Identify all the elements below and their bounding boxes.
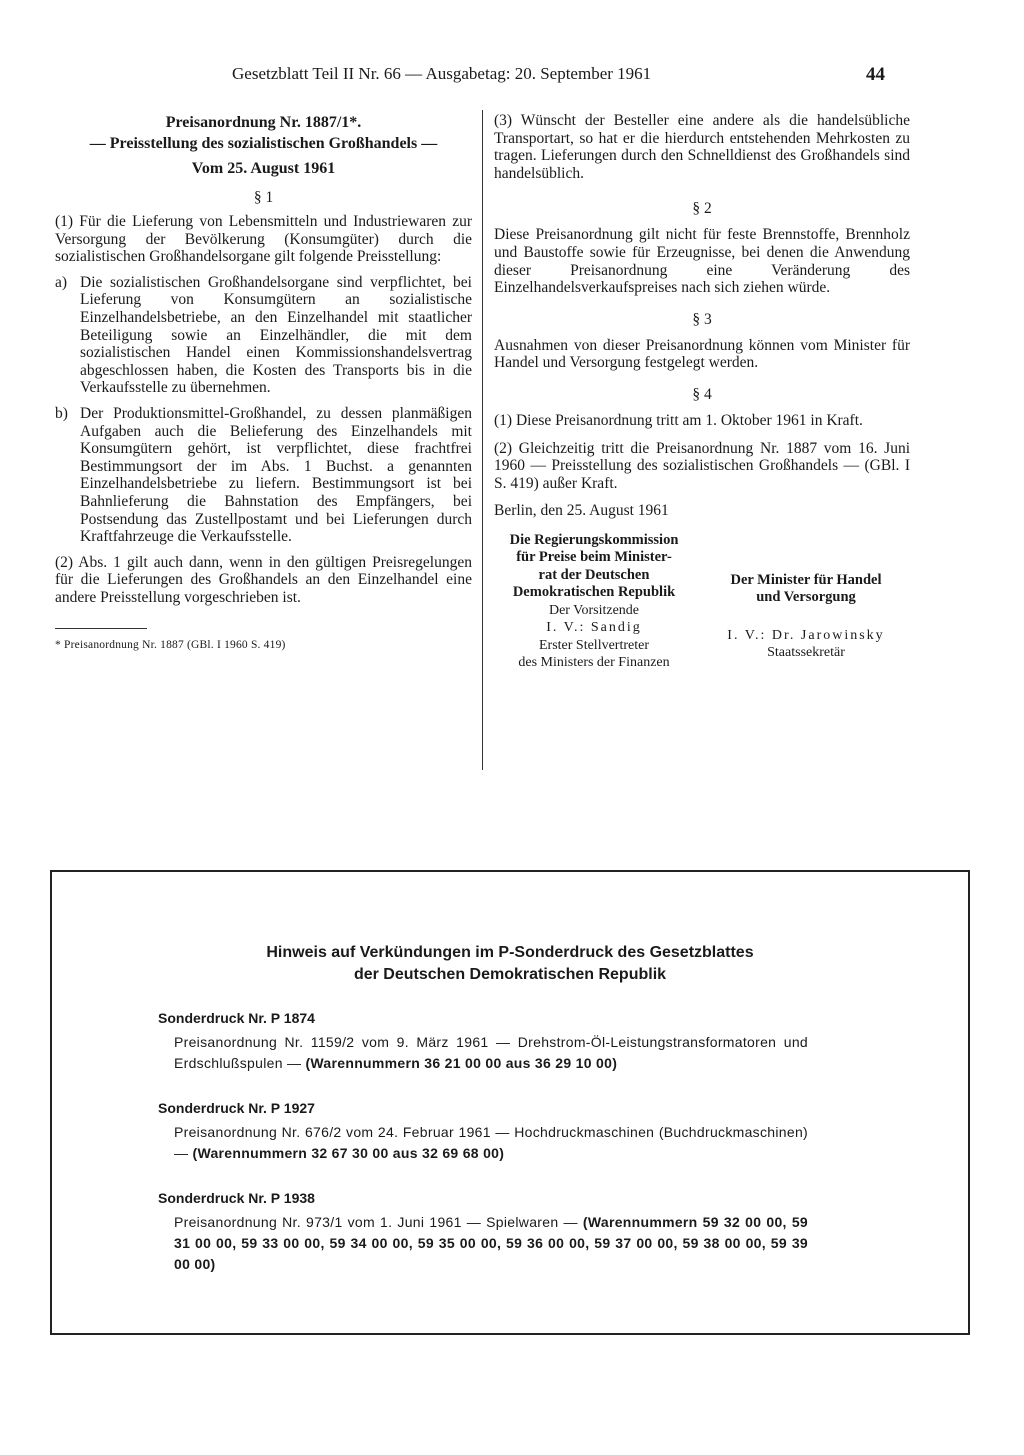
notice-entry-head: Sonderdruck Nr. P 1874	[158, 1010, 315, 1026]
section-4-paragraph-2: (2) Gleichzeitig tritt die Preisanordnung Nr. 1887 vom 16. Juni 1960 — Preisstellung des sozialistischen Großhandels — (GBl. I S. 419) außer Kraft.	[494, 439, 910, 492]
notice-title-line-2: der Deutschen Demokratischen Republik	[353, 966, 667, 983]
ordinance-subheading: — Preisstellung des sozialistischen Großhandels —	[89, 135, 438, 152]
signature-block	[494, 532, 910, 682]
footnote-divider	[55, 628, 147, 629]
minister-signatory: I. V.: Dr. Jarowinsky	[727, 627, 885, 643]
notice-entry-text: Preisanordnung Nr. 973/1 vom 1. Juni 1961 — Spielwaren —	[174, 1214, 578, 1230]
commission-name-line-2: für Preise beim Minister-	[516, 549, 672, 566]
notice-title	[52, 942, 968, 986]
right-column	[494, 112, 910, 682]
list-item-b	[55, 405, 472, 546]
place-date: Berlin, den 25. August 1961	[494, 502, 669, 520]
notice-entry-text: Preisanordnung Nr. 1159/2 vom 9. März 1961 — Drehstrom-Öl-Leistungstransformatoren und Erdschlußspulen —	[174, 1034, 808, 1071]
notice-entry-head: Sonderdruck Nr. P 1938	[158, 1190, 315, 1206]
section-1-paragraph-2: (2) Abs. 1 gilt auch dann, wenn in den gültigen Preisregelungen für die Lieferungen des Großhandels an den Einzelhandel eine andere Preisstellung vorgeschrieben ist.	[55, 553, 472, 606]
notice-entry-warennummern: (Warennummern 59 32 00 00, 59 31 00 00, 59 33 00 00, 59 34 00 00, 59 35 00 00, 59 36 00 00, 59 37 00 00, 59 38 00 00, 59 39 00 00)	[174, 1214, 808, 1272]
signature-right	[702, 572, 910, 662]
ordinance-date: Vom 25. August 1961	[191, 160, 336, 177]
list-text-b: Der Produktionsmittel-Großhandel, zu dessen planmäßigen Aufgaben auch die Belieferung des Einzelhandels mit Konsumgütern gehört, ist verpflichtet, diese frachtfrei Bestimmungsort der im Abs. 1 Buchst. a genannten Einzelhandelsbetriebe zu liefern. Bestimmungsort ist bei Bahnlieferung die Bahnstation des Empfängers, bei Postsendung das Zustellpostamt und bei Lieferungen durch Kraftfahrzeuge die Verkaufsstelle.	[80, 404, 472, 546]
section-1-heading: § 1	[253, 189, 274, 206]
notice-entry-body	[174, 1032, 808, 1074]
minister-title-line-1: Der Minister für Handel	[730, 571, 882, 588]
notice-entry-head: Sonderdruck Nr. P 1927	[158, 1100, 315, 1116]
notice-entry-warennummern: (Warennummern 32 67 30 00 aus 32 69 68 00)	[192, 1145, 505, 1161]
section-3-text: Ausnahmen von dieser Preisanordnung können vom Minister für Handel und Versorgung festgelegt werden.	[494, 336, 910, 372]
list-label-b: b)	[55, 404, 68, 422]
list-label-a: a)	[55, 273, 68, 291]
notice-title-line-1: Hinweis auf Verkündungen im P-Sonderdruck des Gesetzblattes	[266, 944, 754, 961]
section-4-heading: § 4	[692, 385, 712, 403]
column-divider	[482, 110, 483, 770]
page-number: 44	[866, 64, 885, 85]
commission-signatory: I. V.: Sandig	[546, 620, 642, 636]
page-header	[0, 64, 1024, 88]
notice-entry	[158, 1190, 808, 1275]
commission-name-line-3: rat der Deutschen	[538, 566, 650, 583]
footnote: * Preisanordnung Nr. 1887 (GBl. I 1960 S. 419)	[55, 639, 286, 652]
commission-name-line-1: Die Regierungskommission	[509, 531, 679, 548]
section-1-paragraph-3: (3) Wünscht der Besteller eine andere als die handelsübliche Transportart, so hat er die hierdurch entstehenden Mehrkosten zu tragen. Lieferungen durch den Schnelldienst des Großhandels sind handelsüblich.	[494, 112, 910, 182]
notice-entry-warennummern: (Warennummern 36 21 00 00 aus 36 29 10 00)	[305, 1055, 618, 1071]
commission-signatory-title-2: des Ministers der Finanzen	[518, 655, 670, 671]
section-2-heading: § 2	[692, 200, 712, 218]
minister-title-line-2: und Versorgung	[756, 589, 856, 606]
commission-name-line-4: Demokratischen Republik	[512, 584, 676, 601]
notice-box	[50, 870, 970, 1335]
gazette-title: Gesetzblatt Teil II Nr. 66 — Ausgabetag: 20. September 1961	[232, 64, 652, 83]
notice-entry-body	[174, 1212, 808, 1275]
notice-entry	[158, 1010, 808, 1074]
signature-left	[494, 532, 694, 672]
left-column	[55, 112, 472, 651]
minister-signatory-title: Staatssekretär	[767, 645, 845, 661]
ordinance-heading: Preisanordnung Nr. 1887/1*.	[165, 114, 362, 131]
commission-signatory-title-1: Erster Stellvertreter	[538, 637, 649, 653]
notice-entry-text: Preisanordnung Nr. 676/2 vom 24. Februar 1961 — Hochdruckmaschinen (Buchdruckmaschinen) —	[174, 1124, 808, 1161]
section-2-text: Diese Preisanordnung gilt nicht für feste Brennstoffe, Brennholz und Baustoffe sowie für Erzeugnisse, bei denen die Anwendung dieser Preisanordnung eine Veränderung des Einzelhandelsverkaufspreises nach sich ziehen würde.	[494, 226, 910, 297]
notice-entry	[158, 1100, 808, 1164]
notice-entry-body	[174, 1122, 808, 1164]
section-1-paragraph-1: (1) Für die Lieferung von Lebensmitteln und Industriewaren zur Versorgung der Bevölkerung (Konsumgüter) durch die sozialistischen Großhandelsorgane gilt folgende Preisstellung:	[55, 213, 472, 266]
list-item-a	[55, 274, 472, 397]
section-3-heading: § 3	[692, 310, 712, 328]
section-4-paragraph-1: (1) Diese Preisanordnung tritt am 1. Oktober 1961 in Kraft.	[494, 411, 863, 429]
commission-role: Der Vorsitzende	[548, 602, 640, 618]
list-text-a: Die sozialistischen Großhandelsorgane sind verpflichtet, bei Lieferung von Konsumgütern an sozialistische Einzelhandelsbetriebe, an den Einzelhandel mit staatlicher Beteiligung sowie an Einzelhändler, die mit dem sozialistischen Handel einen Kommissionshandelsvertrag abgeschlossen haben, die Kosten des Transports bis in die Verkaufsstelle zu übernehmen.	[80, 273, 472, 397]
